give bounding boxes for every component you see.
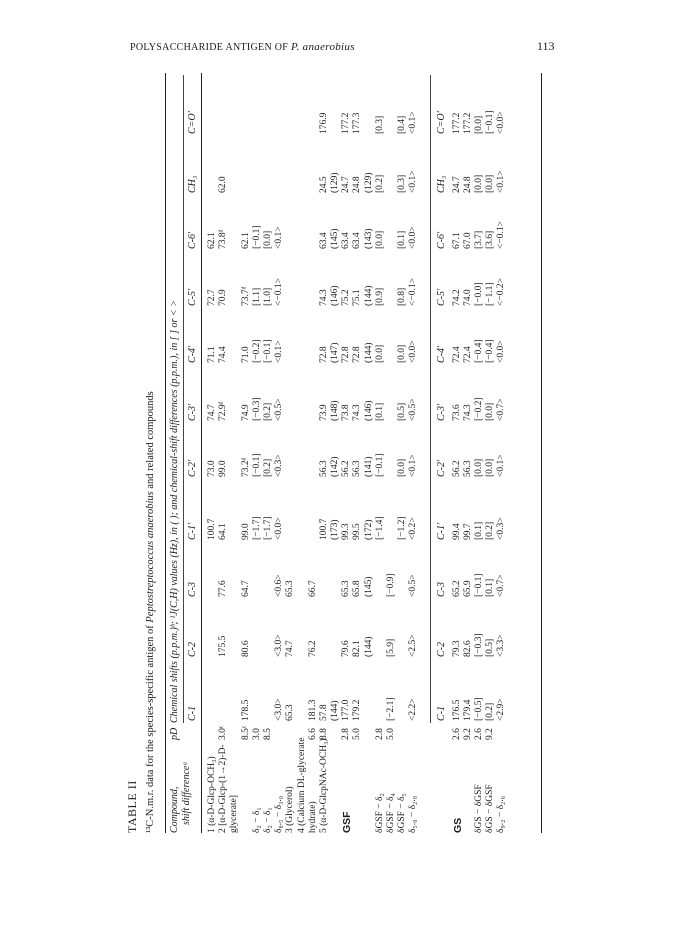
cell-value: [0.0] [262,230,273,249]
cell-value: [1.1] [251,287,262,306]
cell-value: (146) [330,285,341,306]
cell-value: 24.7 [451,176,462,193]
row-label: GSF [341,811,354,833]
bottom-rule [541,73,542,833]
cell-value: [0.9] [374,287,385,306]
table-row [207,73,218,833]
table-body [207,73,508,833]
cell-value: <0.5> [408,574,419,597]
cell-value: [3.7] [473,230,484,249]
cell-value: (144) [363,636,374,657]
cell-value: [−0.5] [473,697,484,721]
cell-value: 176.9 [318,112,329,134]
caption-species: Peptostreptococcus anaerobius [145,491,156,623]
cell-value: [0.0] [485,402,496,421]
table-row [241,73,252,833]
table-row [285,73,296,833]
cell-value: (142) [330,456,341,477]
cell-value: [0.0] [374,230,385,249]
cell-value: 56.3 [462,460,473,477]
rotated-table [125,73,555,833]
cell-value: <−0.2> [496,278,507,306]
row-pd: 2.6 [451,728,462,740]
cell-value: 67.0 [462,232,473,249]
cell-value: 99.7 [462,523,473,540]
cell-value: 73.9 [318,404,329,421]
cell-value: <−0.1> [274,278,285,306]
cell-value: 99.0 [240,523,251,540]
cell-value: 175.5 [218,635,229,657]
cell-value: 100.7 [318,518,329,540]
row-pd: 2.8 [374,728,385,740]
cell-value: [−0.1] [251,225,262,249]
cell-value: 76.2 [307,640,318,657]
cell-value: [−0.4] [473,339,484,363]
table-row [330,73,341,833]
row-label: glycerate] [229,795,240,833]
cell-value: (173) [330,519,341,540]
cell-value: 24.5 [318,176,329,193]
column-header: C-1′ [435,522,447,540]
cell-value: 179.4 [462,699,473,721]
gs-column-headers [432,73,452,833]
cell-value: 64.1 [218,523,229,540]
cell-value: [0.2] [485,702,496,721]
cell-value: [−0.3] [251,397,262,421]
cell-value: [−0.1] [485,110,496,134]
row-label: δ₉.₂ − δ₂.₆ [496,795,507,833]
row-pd: 2.8 [341,728,352,740]
column-header: C=O′ [187,111,198,134]
cell-value: [0.3] [374,115,385,134]
row-pd: 9.2 [485,728,496,740]
cell-value: [−0.1] [251,453,262,477]
cell-value: 75.1 [352,289,363,306]
running-head-species: P. anaerobius [290,41,355,53]
table-row [485,73,496,833]
cell-value: (144) [330,700,341,721]
row-pd: 8.5 [262,728,273,740]
cell-value: 176.5 [451,699,462,721]
row-label: 2 [α-D-Glcp-(1→2)-D- [218,744,229,833]
cell-value: 57.8 [318,704,329,721]
cell-value: 71.0 [240,346,251,363]
column-header: C-6′ [435,231,447,249]
cell-value: [0.2] [485,521,496,540]
cell-value: 99.0 [218,460,229,477]
cell-value: 177.2 [451,112,462,134]
row-pd: 9.2 [462,728,473,740]
cell-value: <0.0> [408,226,419,249]
column-header: C=O′ [435,111,447,134]
cell-value: 63.4 [352,232,363,249]
cell-value: (145) [363,576,374,597]
cell-value: (129) [330,172,341,193]
cell-value: <0.1> [274,340,285,363]
caption-suffix: and related compounds [145,391,156,492]
cell-value: [0.0] [374,344,385,363]
cell-value: <0.0> [274,517,285,540]
cell-value: 56.2 [341,460,352,477]
cell-value: 24.8 [462,176,473,193]
cell-value: 177.2 [462,112,473,134]
header-span: Chemical shifts (p.p.m.)ᵇ; ¹J(C,H) values (Hz), in ( ); and chemical-shift differences (p.p.m.), in [ ] or < > [169,300,180,723]
cell-value: [−1.7] [251,516,262,540]
table-row [229,73,240,833]
cell-value: 72.4 [462,346,473,363]
cell-value: 74.4 [218,346,229,363]
cell-value: 79.3 [451,640,462,657]
cell-value: 24.7 [341,176,352,193]
row-label: δ₂ − δ₁ [262,807,273,833]
cell-value: 72.8 [352,346,363,363]
cell-value: 72.8 [318,346,329,363]
cell-value: (147) [330,342,341,363]
cell-value: [−0.0] [473,282,484,306]
cell-value: [0.2] [374,174,385,193]
column-header: C-3′ [435,403,447,421]
table-row [463,73,474,833]
column-header: C-4′ [187,345,198,363]
cell-value: (145) [330,228,341,249]
cell-value: <0.0> [496,340,507,363]
cell-value: [−0.4] [485,339,496,363]
cell-value: [−1.2] [397,516,408,540]
cell-value: 74.7 [285,640,296,657]
cell-value: 56.2 [451,460,462,477]
row-label: δ₈.₅ − δ₃.₀ [274,795,285,833]
table-row [297,73,308,833]
running-head-text: POLYSACCHARIDE ANTIGEN OF [130,42,291,53]
cell-value: <0.1> [408,454,419,477]
cell-value: 72.8 [341,346,352,363]
cell-value: [0.3] [397,174,408,193]
cell-value: 82.1 [352,640,363,657]
cell-value: [0.2] [262,402,273,421]
cell-value: 73.6 [451,404,462,421]
column-header: C-2′ [435,459,447,477]
table-row [452,73,463,833]
cell-value: [−2.1] [386,697,396,721]
cell-value: [0.0] [473,174,484,193]
table-row [263,73,274,833]
row-pd: 6.6 [307,728,318,740]
table-row [408,73,419,833]
cell-value: [1.0] [262,287,273,306]
column-header: C-2 [435,642,447,657]
column-header: C-4′ [435,345,447,363]
cell-value: [0.1] [473,521,484,540]
cell-value: [0.0] [485,458,496,477]
row-label: δGSF − δ₅ [397,793,408,833]
row-pd: 2.6 [473,728,484,740]
column-header: C-3′ [187,403,198,421]
cell-value: 80.6 [240,640,251,657]
cell-value: [−0.1] [374,453,385,477]
cell-value: [0.0] [473,458,484,477]
cell-value: 74.3 [352,404,363,421]
header-span-rule [183,75,184,723]
row-label: 4 (Calcium DL-glycerate [296,737,307,833]
cell-value: 63.4 [318,232,329,249]
cell-value: [0.8] [397,287,408,306]
column-header: C-1 [187,706,198,721]
cell-value: [0.5] [397,402,408,421]
header-pd: pD [169,727,180,740]
cell-value: <0.3> [496,517,507,540]
cell-value: <3.0> [274,698,285,721]
cell-value: <0.6> [274,574,285,597]
cell-value: <0.1> [274,226,285,249]
cell-value: 24.8 [352,176,363,193]
table-row [274,73,285,833]
table-row [386,73,397,833]
cell-value: 100.7 [207,518,217,540]
cell-value: <2.5> [408,634,419,657]
cell-value: [0.0] [397,344,408,363]
column-header: C-1′ [187,522,198,540]
cell-value: 74.3 [318,289,329,306]
cell-value: 72.9ᵈ [218,401,229,421]
table-row [364,73,375,833]
cell-value: 73.2ᵈ [240,457,251,477]
header-rule [201,73,202,833]
cell-value: 74.3 [462,404,473,421]
cell-value: [3.6] [485,230,496,249]
cell-value: 177.0 [341,699,352,721]
table-row [352,73,363,833]
cell-value: 74.0 [462,289,473,306]
table-row [496,73,507,833]
column-header: C-2 [187,642,198,657]
cell-value: <−0.1> [496,221,507,249]
table-row [252,73,263,833]
column-header: C-5′ [187,288,198,306]
cell-value: <0.0> [408,340,419,363]
row-label: hydrate) [307,801,318,833]
table-caption [145,391,156,833]
cell-value: [−1.7] [262,516,273,540]
cell-value: 63.4 [341,232,352,249]
cell-value: 74.2 [451,289,462,306]
row-label: δ₂ − δ₁ [251,807,262,833]
column-header: CH₃ [187,175,198,193]
row-pd: 3.0ᶜ [218,725,229,740]
cell-value: 73.8ᵈ [218,229,229,249]
cell-value: (144) [363,342,374,363]
cell-value: 75.2 [341,289,352,306]
table-label: TABLE II [125,780,139,833]
cell-value: 177.2 [341,112,352,134]
cell-value: (148) [330,400,341,421]
cell-value: [0.0] [473,115,484,134]
cell-value: [0.2] [262,458,273,477]
cell-value: 70.9 [218,289,229,306]
cell-value: 79.6 [341,640,352,657]
row-pd: 8.5ᶜ [240,725,251,740]
cell-value: 99.4 [451,523,462,540]
table-row [341,73,352,833]
cell-value: <2.9> [496,698,507,721]
cell-value: <0.1> [496,454,507,477]
cell-value: 181.3 [307,699,318,721]
cell-value: [−0.9] [386,573,396,597]
column-header: C-3 [187,582,198,597]
row-label: δGS − δGSF [473,784,484,833]
cell-value: [5.9] [386,638,396,657]
row-label: δ₅.₀ − δ₂.₈ [408,795,419,833]
cell-value: 65.9 [462,580,473,597]
cell-value: 67.1 [451,232,462,249]
column-header: CH₃ [435,175,447,193]
cell-value: 65.3 [285,704,296,721]
cell-value: 73.7ᵈ [240,286,251,306]
cell-value: 74.9 [240,404,251,421]
cell-value: (146) [363,400,374,421]
cell-value: [−0.2] [473,397,484,421]
cell-value: 56.3 [352,460,363,477]
cell-value: [−0.1] [473,573,484,597]
cell-value: <0.1> [408,170,419,193]
cell-value: <0.7> [496,574,507,597]
cell-value: [−0.3] [473,633,484,657]
cell-value: <−0.1> [408,278,419,306]
cell-value: [0.1] [374,402,385,421]
cell-value: 62.1 [240,232,251,249]
cell-value: <0.7> [496,398,507,421]
cell-value: 74.7 [207,404,217,421]
cell-value: 62.1 [207,232,217,249]
running-head [130,41,355,53]
cell-value: (129) [363,172,374,193]
cell-value: [0.0] [397,458,408,477]
cell-value: 64.7 [240,580,251,597]
table-row [397,73,408,833]
cell-value: 73.8 [341,404,352,421]
cell-value: <0.1> [496,170,507,193]
header-compound: Compound, [169,786,180,833]
column-header: C-5′ [435,288,447,306]
cell-value: 65.3 [285,580,296,597]
table-row [319,73,330,833]
cell-value: 77.6 [218,580,229,597]
cell-value: [0.4] [397,115,408,134]
cell-value: <3.3> [496,634,507,657]
row-pd: 3.0 [251,728,262,740]
cell-value: <0.5> [408,398,419,421]
row-pd: 5.0 [386,728,396,740]
row-label: δGSF − δ₂ [374,793,385,833]
row-pd: 5.0 [352,728,363,740]
table-row [375,73,386,833]
cell-value: (143) [363,228,374,249]
page-number: 113 [537,39,555,53]
cell-value: [−0.1] [262,339,273,363]
cell-value: 72.4 [451,346,462,363]
column-header: C-1 [435,706,447,721]
cell-value: <0.2> [408,517,419,540]
cell-value: 56.3 [318,460,329,477]
cell-value: 65.3 [341,580,352,597]
caption-prefix: ¹³C-N.m.r. data for the species-specific antigen of [145,622,156,833]
cell-value: [0.1] [397,230,408,249]
cell-value: 62.0 [218,176,229,193]
cell-value: (141) [363,456,374,477]
cell-value: 82.6 [462,640,473,657]
cell-value: 65.8 [352,580,363,597]
cell-value: [0.1] [485,578,496,597]
cell-value: 65.2 [451,580,462,597]
column-header: C-6′ [187,231,198,249]
cell-value: [−1.4] [374,516,385,540]
row-label: 5 (α-D-GlcpNAc-OCH₃) [318,738,329,833]
row-label: 1 (α-D-Glcp-OCH₃) [207,756,217,833]
cell-value: <2.2> [408,698,419,721]
table-row [308,73,319,833]
row-label: 3 (Glycerol) [285,786,296,833]
cell-value: [−0.2] [251,339,262,363]
cell-value: 179.2 [352,699,363,721]
cell-value: <0.5> [274,398,285,421]
cell-value: [0.0] [485,174,496,193]
row-pd: 8.8 [318,728,329,740]
cell-value: 71.1 [207,346,217,363]
cell-value: 73.0 [207,460,217,477]
row-label: GS [451,817,464,833]
cell-value: (172) [363,519,374,540]
cell-value: 66.7 [307,580,318,597]
cell-value: 178.5 [240,699,251,721]
cell-value: <0.1> [408,111,419,134]
cell-value: <0.0> [496,111,507,134]
cell-value: 177.3 [352,112,363,134]
cell-value: 99.5 [352,523,363,540]
row-label: δGSF − δ₄ [386,793,396,833]
cell-value: <0.3> [274,454,285,477]
column-header: C-3 [435,582,447,597]
cell-value: 72.7 [207,289,217,306]
header-shift-diff: shift differenceᵃ [181,761,192,825]
top-rule [165,73,166,833]
table-row [474,73,485,833]
cell-value: 99.3 [341,523,352,540]
cell-value: [−1.1] [485,282,496,306]
table-row [218,73,229,833]
row-label: δGS − δGSF [485,784,496,833]
cell-value: (144) [363,285,374,306]
cell-value: [0.5] [485,638,496,657]
column-header: C-2′ [187,459,198,477]
cell-value: <3.0> [274,634,285,657]
